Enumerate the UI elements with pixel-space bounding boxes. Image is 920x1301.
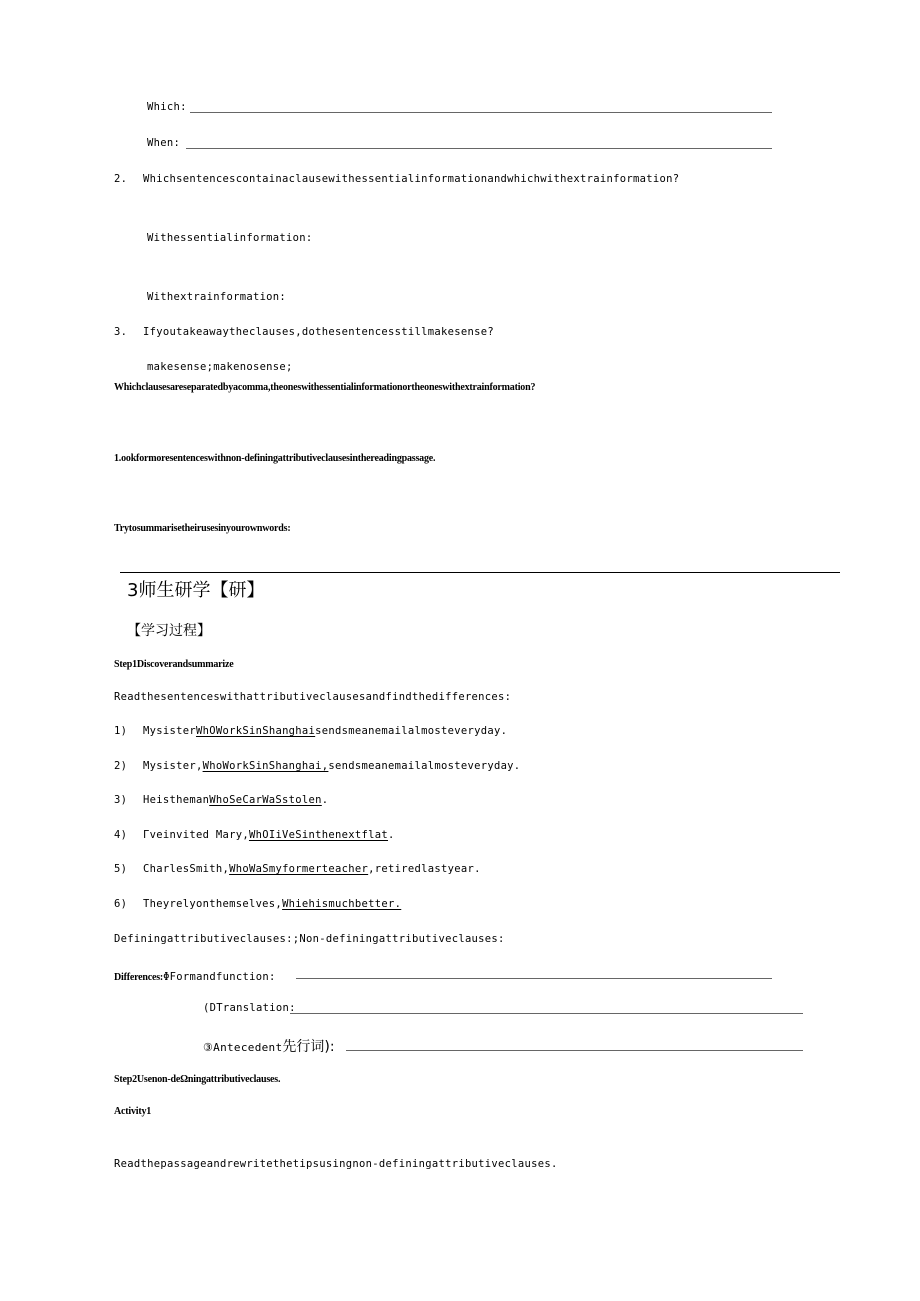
question-number: 2. — [114, 173, 128, 185]
look-for-sentences-prompt: 1.ookformoresentenceswithnon-definingattributiveclausesinthereadingpassage. — [114, 453, 436, 464]
when-answer-line[interactable] — [186, 148, 772, 149]
example-sentence-5: 5) CharlesSmith,WhoWaSmyformerteacher,retiredlastyear. — [114, 863, 481, 875]
step2-heading: Step2Usenon-deΩningattributiveclauses. — [114, 1074, 281, 1085]
activity1-instruction: Readthepassageandrewritethetipsusingnon-definingattributiveclauses. — [114, 1158, 558, 1170]
form-function-answer-line[interactable] — [296, 978, 772, 979]
section-divider — [120, 572, 840, 573]
step1-instruction: Readthesentenceswithattributiveclausesandfindthedifferences: — [114, 691, 512, 703]
differences-row — [114, 967, 276, 985]
question-text: Ifyoutakeawaytheclauses,dothesentencesstillmakesense? — [143, 326, 494, 338]
example-sentence-6: 6) Theyrelyonthemselves,Whiehismuchbetter. — [114, 898, 402, 910]
make-sense-answer: makesense;makenosense; — [147, 361, 293, 373]
when-label: When: — [147, 137, 181, 149]
essential-info-label: Withessentialinformation: — [147, 232, 313, 244]
antecedent-label: ③Antecedent — [203, 1041, 283, 1054]
example-sentence-2: 2) Mysister,WhoWorkSinShanghai,sendsmeanemailalmosteveryday. — [114, 760, 521, 772]
antecedent-answer-line[interactable] — [346, 1050, 803, 1051]
step1-heading: Step1Discoverandsummarize — [114, 659, 234, 670]
example-sentence-3: 3) HeisthemanWhoSeCarWaSstolen. — [114, 794, 329, 806]
which-label: Which: — [147, 101, 187, 113]
form-function-label: ΦFormandfunction: — [163, 971, 276, 983]
question-text: Whichsentencescontainaclausewithessentialinformationandwhichwithextrainformation? — [143, 173, 680, 185]
which-answer-line[interactable] — [190, 112, 772, 113]
underlined-clause: WhoWorkSinShanghai, — [202, 760, 329, 772]
learning-process-heading: 【学习过程】 — [127, 623, 211, 639]
underlined-clause: Whiehismuchbetter. — [282, 898, 402, 910]
antecedent-chinese-label: 先行词): — [282, 1039, 335, 1055]
underlined-clause: WhOWorkSinShanghai — [195, 725, 316, 737]
question-number: 3. — [114, 326, 128, 338]
translation-answer-line[interactable] — [290, 1013, 803, 1014]
differences-label: Differences: — [114, 972, 164, 983]
antecedent-row — [203, 1036, 335, 1056]
defining-vs-nondefining-line: Definingattributiveclauses:;Non-definingattributiveclauses: — [114, 933, 505, 945]
extra-info-label: Withextrainformation: — [147, 291, 287, 303]
question-2 — [114, 173, 679, 185]
summarise-prompt: Trytosummarisetheirusesinyourownwords: — [114, 523, 291, 534]
comma-question: Whichclausesareseparatedbyacomma,theoneswithessentialinformationortheoneswithextrainformation? — [114, 382, 536, 393]
section-title: 3师生研学【研】 — [127, 580, 265, 601]
activity1-heading: Activity1 — [114, 1106, 152, 1117]
underlined-clause: WhoSeCarWaSstolen — [209, 794, 322, 806]
translation-label: (DTranslation: — [203, 1002, 296, 1014]
underlined-clause: WhoWaSmyformerteacher — [229, 863, 369, 875]
example-sentence-4: 4) Γveinvited Mary,WhOIiVeSinthenextflat. — [114, 829, 395, 841]
example-sentence-1: 1) MysisterWhOWorkSinShanghaisendsmeanemailalmosteveryday. — [114, 725, 508, 737]
underlined-clause: WhOIiVeSinthenextflat — [248, 829, 389, 841]
question-3 — [114, 326, 494, 338]
